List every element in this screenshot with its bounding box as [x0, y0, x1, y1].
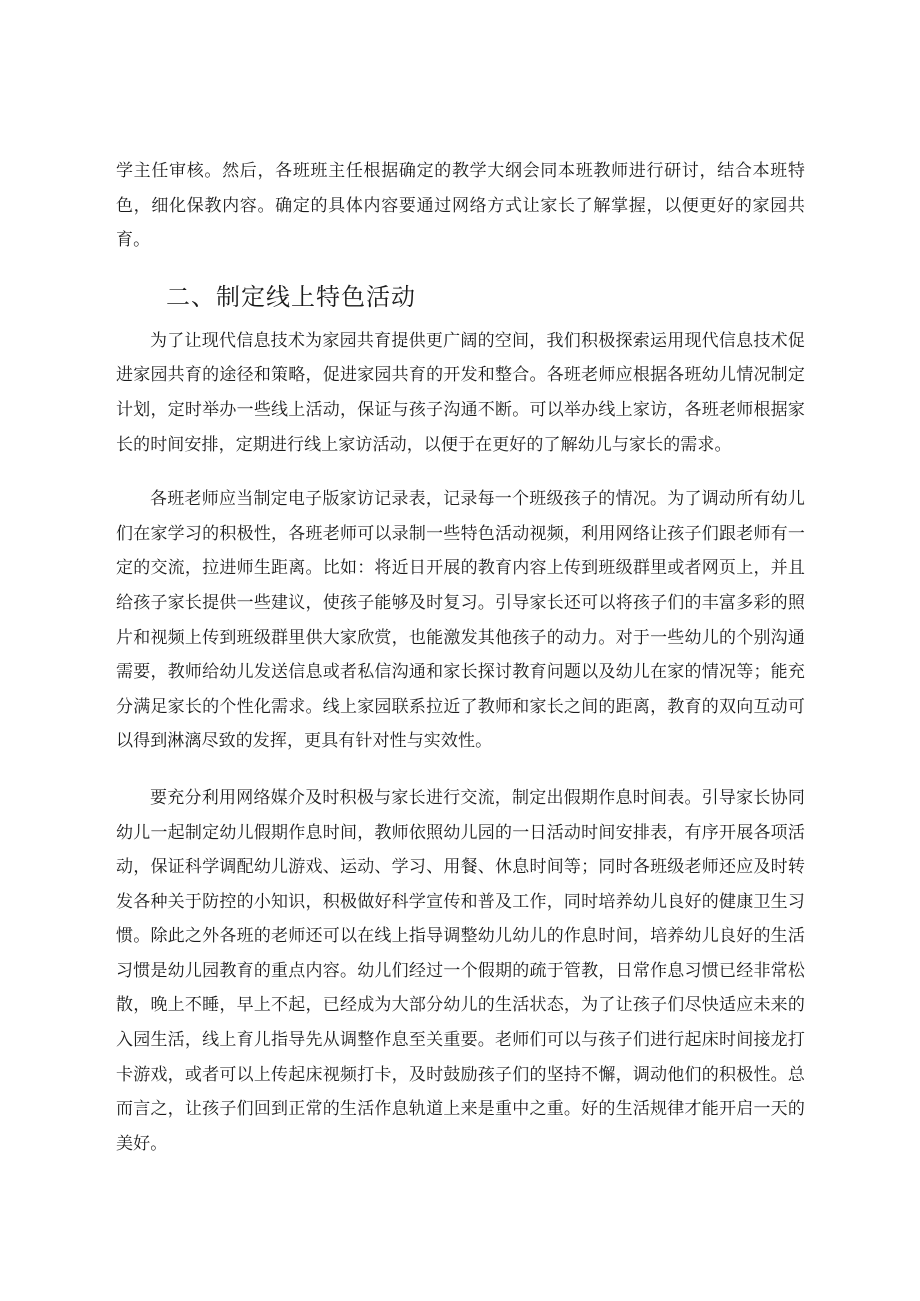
document-page — [116, 154, 805, 1161]
paragraph-continuation: 学主任审核。然后，各班班主任根据确定的教学大纲会同本班教师进行研讨，结合本班特色，细化保教内容。确定的具体内容要通过网络方式让家长了解掌握，以便更好的家园共育。 — [116, 161, 805, 251]
paragraph-online-activities: 为了让现代信息技术为家园共育提供更广阔的空间，我们积极探索运用现代信息技术促进家园共育的途径和策略，促进家园共育的开发和整合。各班老师应根据各班幼儿情况制定计划，定时举办一些线上活动，保证与孩子沟通不断。可以举办线上家访，各班老师根据家长的时间安排，定期进行线上家访活动，以便于在更好的了解幼儿与家长的需求。 — [116, 330, 805, 455]
section-heading: 二、制定线上特色活动 — [166, 282, 416, 311]
paragraph-schedule: 要充分利用网络媒介及时积极与家长进行交流，制定出假期作息时间表。引导家长协同幼儿一起制定幼儿假期作息时间，教师依照幼儿园的一日活动时间安排表，有序开展各项活动，保证科学调配幼儿游戏、运动、学习、用餐、休息时间等；同时各班级老师还应及时转发各种关于防控的小知识，积极做好科学宣传和普及工作，同时培养幼儿良好的健康卫生习惯。除此之外各班的老师还可以在线上指导调整幼儿幼儿的作息时间，培养幼儿良好的生活习惯是幼儿园教育的重点内容。幼儿们经过一个假期的疏于管教，日常作息习惯已经非常松散，晚上不睡，早上不起，已经成为大部分幼儿的生活状态，为了让孩子们尽快适应未来的入园生活，线上育儿指导先从调整作息至关重要。老师们可以与孩子们进行起床时间接龙打卡游戏，或者可以上传起床视频打卡，及时鼓励孩子们的坚持不懈，调动他们的积极性。总而言之，让孩子们回到正常的生活作息轨道上来是重中之重。好的生活规律才能开启一天的美好。 — [116, 787, 805, 1154]
paragraph-home-visit-records: 各班老师应当制定电子版家访记录表，记录每一个班级孩子的情况。为了调动所有幼儿们在家学习的积极性，各班老师可以录制一些特色活动视频，利用网络让孩子们跟老师有一定的交流，拉进师生距离。比如：将近日开展的教育内容上传到班级群里或者网页上，并且给孩子家长提供一些建议，使孩子能够及时复习。引导家长还可以将孩子们的丰富多彩的照片和视频上传到班级群里供大家欣赏，也能激发其他孩子的动力。对于一些幼儿的个别沟通需要，教师给幼儿发送信息或者私信沟通和家长探讨教育问题以及幼儿在家的情况等；能充分满足家长的个性化需求。线上家园联系拉近了教师和家长之间的距离，教育的双向互动可以得到淋漓尽致的发挥，更具有针对性与实效性。 — [116, 489, 805, 752]
